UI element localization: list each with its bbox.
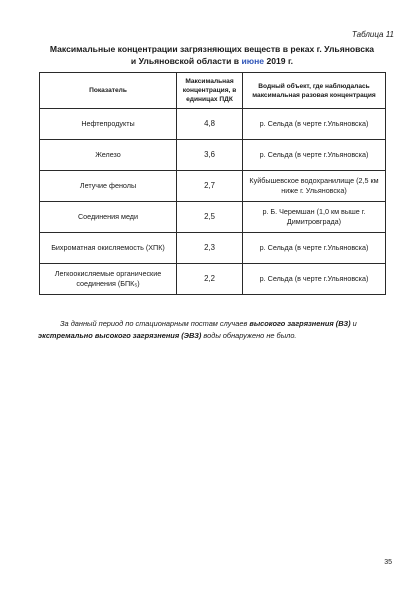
- water-body-cell: Куйбышевское водохранилище (2,5 км ниже г. Ульяновска): [243, 171, 386, 202]
- title-line-2-end: 2019 г.: [264, 56, 294, 66]
- note-high-pollution: высокого загрязнения (ВЗ): [249, 319, 351, 328]
- title-month: июне: [241, 56, 265, 66]
- indicator-cell: Нефтепродукты: [40, 109, 177, 140]
- title-line-1: Максимальные концентрации загрязняющих веществ в реках г. Ульяновска: [49, 44, 375, 54]
- water-body-cell: р. Сельда (в черте г.Ульяновска): [243, 109, 386, 140]
- table-row: [40, 264, 386, 295]
- note-paragraph: [38, 318, 390, 342]
- value-cell: 2,2: [177, 264, 243, 295]
- table-row: [40, 171, 386, 202]
- water-body-cell: р. Сельда (в черте г.Ульяновска): [243, 233, 386, 264]
- note-text-3: воды обнаружено не было.: [201, 331, 297, 340]
- water-body-cell: р. Б. Черемшан (1,0 км выше г. Димитровграда): [243, 202, 386, 233]
- indicator-cell: Железо: [40, 140, 177, 171]
- table-number-label: Таблица 11: [351, 30, 394, 39]
- note-text-2: и: [350, 319, 357, 328]
- header-max-concentration: Максимальная концентрация, в единицах ПДК: [177, 73, 243, 109]
- indicator-cell: Легкоокисляемые органические соединения (БПК₅): [40, 264, 177, 295]
- value-cell: 3,6: [177, 140, 243, 171]
- value-cell: 2,7: [177, 171, 243, 202]
- indicator-cell: Соединения меди: [40, 202, 177, 233]
- value-cell: 2,5: [177, 202, 243, 233]
- concentration-table: [39, 72, 386, 295]
- indicator-cell: Летучие фенолы: [40, 171, 177, 202]
- table-title: [40, 43, 384, 67]
- page-number: 35: [384, 559, 392, 566]
- title-line-2: [40, 55, 384, 67]
- note-extreme-pollution: экстремально высокого загрязнения (ЭВЗ): [38, 331, 202, 340]
- title-line-2-start: и Ульяновской области в: [130, 56, 242, 66]
- water-body-cell: р. Сельда (в черте г.Ульяновска): [243, 140, 386, 171]
- note-text-1: За данный период по стационарным постам случаев: [60, 319, 250, 328]
- table-header-row: [40, 73, 386, 109]
- value-cell: 2,3: [177, 233, 243, 264]
- header-water-body: Водный объект, где наблюдалась максимальная разовая концентрация: [243, 73, 386, 109]
- header-indicator: Показатель: [40, 73, 177, 109]
- value-cell: 4,8: [177, 109, 243, 140]
- indicator-cell: Бихроматная окисляемость (ХПК): [40, 233, 177, 264]
- table-row: [40, 109, 386, 140]
- water-body-cell: р. Сельда (в черте г.Ульяновска): [243, 264, 386, 295]
- table-row: [40, 202, 386, 233]
- table-row: [40, 233, 386, 264]
- table-row: [40, 140, 386, 171]
